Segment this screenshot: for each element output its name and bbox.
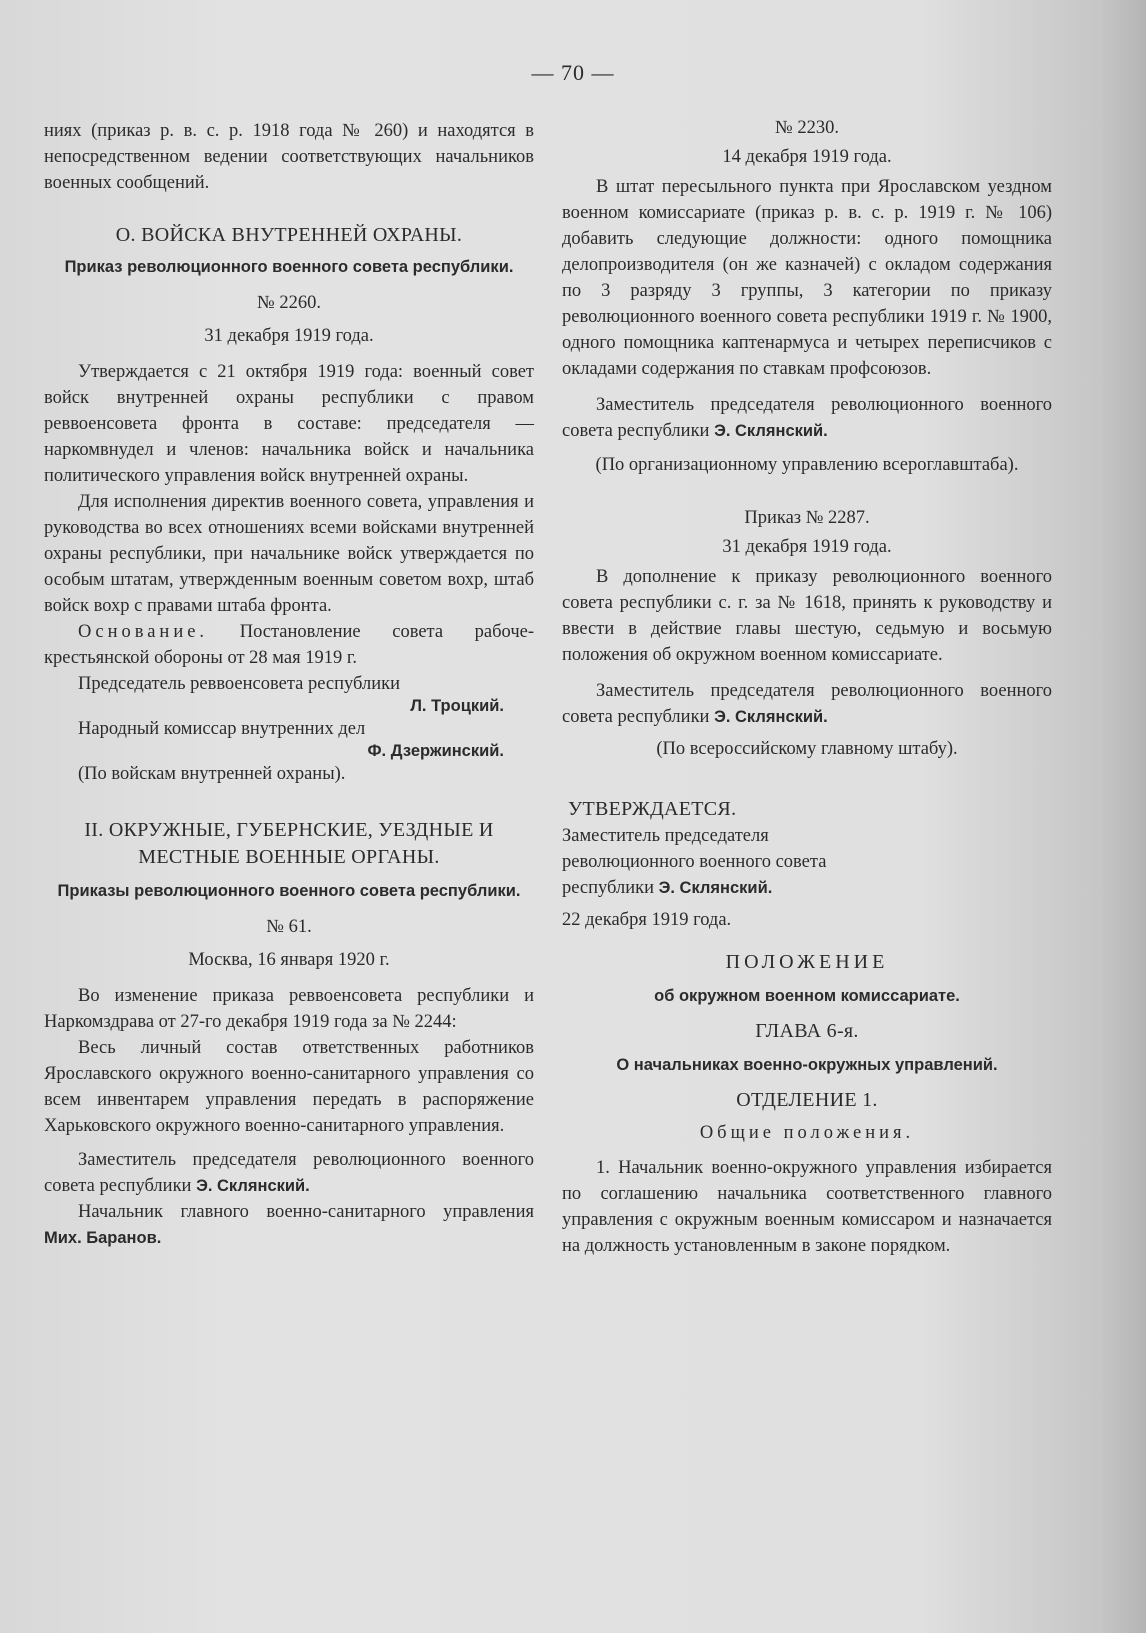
order1-sig2-role: Народный комиссар внутренних дел bbox=[78, 719, 366, 739]
order2-sig1 bbox=[44, 1147, 534, 1199]
order1-basis-label: Основание. bbox=[78, 622, 209, 642]
regulation-subtitle: об окружном военном комиссариате. bbox=[654, 987, 960, 1005]
order3-paragraph-1: В штат пересыльного пункта при Ярославском уездном военном комиссариате (приказ р. в. с. р. 1919 г. № 106) добавить следующие должности: одного помощника делопроизводителя (он же казначей) с окладом содержания по 3 разряду 3 группы, 3 категории по приказу революционного военного совета республики 1919 г. № 1900, одного помощника каптенармуса и четырех переписчиков с окладами содержания по ставкам профсоюзов. bbox=[562, 177, 1052, 379]
order1-paragraph-1: Утверждается с 21 октября 1919 года: военный совет войск внутренней охраны республики с правом реввоенсовета фронта в составе: председателя — наркомвнудел и членов: начальника войск и начальника политического управления войск внутренней охраны. bbox=[44, 362, 534, 486]
order3-sig-role: Заместитель председателя революционного военного совета республики bbox=[562, 395, 1052, 441]
order3-sig bbox=[562, 392, 1052, 444]
regulation-title: ПОЛОЖЕНИЕ bbox=[725, 951, 889, 973]
order1-date: 31 декабря 1919 года. bbox=[204, 326, 374, 346]
order4-paragraph-1: В дополнение к приказу революционного военного совета республики с. г. за № 1618, принять к руководству и ввести в действие главы шестую, седьмую и восьмую положения об окружном военном комиссариате. bbox=[562, 567, 1052, 665]
left-column bbox=[44, 118, 534, 1251]
order2-number: № 61. bbox=[266, 917, 312, 937]
order2-paragraph-1: Во изменение приказа реввоенсовета республики и Наркомздрава от 27-го декабря 1919 года за № 2244: bbox=[44, 986, 534, 1032]
order1-number: № 2260. bbox=[257, 293, 321, 313]
order1-note: (По войскам внутренней охраны). bbox=[78, 764, 346, 784]
section-ii-title: II. ОКРУЖНЫЕ, ГУБЕРНСКИЕ, УЕЗДНЫЕ И МЕСТНЫЕ ВОЕННЫЕ ОРГАНЫ. bbox=[84, 819, 494, 868]
order1-paragraph-2: Для исполнения директив военного совета, управления и руководства во всех отношениях всеми войсками внутренней охраны республики, при начальнике войск утверждается по особым штатам, утвержденным военным советом вохр, штаб войск вохр с правами штаба фронта. bbox=[44, 492, 534, 616]
approved-line-1: Заместитель председателя bbox=[562, 826, 769, 846]
page-number: — 70 — bbox=[531, 60, 615, 85]
order1-basis-text: Постановление совета рабоче-крестьянской обороны от 28 мая 1919 г. bbox=[44, 622, 535, 668]
order2-paragraph-2: Весь личный состав ответственных работников Ярославского окружного военно-санитарного управления со всем инвентарем управления передать в распоряжение Харьковского окружного военно-санитарного управления. bbox=[44, 1038, 534, 1136]
approved-date: 22 декабря 1919 года. bbox=[562, 910, 732, 930]
order4-sig-role: Заместитель председателя революционного военного совета республики bbox=[562, 681, 1052, 727]
order2-sig1-name: Э. Склянский. bbox=[196, 1177, 310, 1195]
order2-date: Москва, 16 января 1920 г. bbox=[188, 950, 390, 970]
approved-name: Э. Склянский. bbox=[658, 879, 773, 897]
approved-line-2: революционного военного совета bbox=[562, 852, 827, 872]
order1-sig1-name: Л. Троцкий. bbox=[410, 697, 504, 715]
order2-heading: Приказы революционного военного совета республики. bbox=[57, 882, 521, 900]
order4-number: Приказ № 2287. bbox=[744, 508, 870, 528]
order1-sig2-name: Ф. Дзержинский. bbox=[367, 742, 504, 760]
division-label: ОТДЕЛЕНИЕ 1. bbox=[736, 1089, 878, 1111]
right-column bbox=[562, 118, 1052, 1259]
division-title: Общие положения. bbox=[699, 1123, 915, 1143]
order2-sig1-role: Заместитель председателя революционного военного совета республики bbox=[44, 1150, 534, 1196]
chapter-label: ГЛАВА 6-я. bbox=[755, 1020, 859, 1042]
section-o-title: О. ВОЙСКА ВНУТРЕННЕЙ ОХРАНЫ. bbox=[115, 224, 463, 246]
order3-number: № 2230. bbox=[775, 118, 839, 138]
order4-sig-name: Э. Склянский. bbox=[714, 708, 828, 726]
order2-sig2 bbox=[44, 1199, 534, 1251]
approved-title: УТВЕРЖДАЕТСЯ. bbox=[568, 798, 737, 820]
order1-heading: Приказ революционного военного совета республики. bbox=[64, 258, 514, 276]
order4-date: 31 декабря 1919 года. bbox=[722, 537, 892, 557]
order3-sig-name: Э. Склянский. bbox=[714, 422, 828, 440]
order1-basis bbox=[44, 619, 534, 671]
approved-signature bbox=[562, 875, 1052, 901]
order4-note: (По всероссийскому главному штабу). bbox=[656, 739, 958, 759]
intro-paragraph: ниях (приказ р. в. с. р. 1918 года № 260) и находятся в непосредственном ведении соответствующих начальников военных сообщений. bbox=[44, 121, 534, 193]
clause-1: 1. Начальник военно-окружного управления избирается по соглашению начальника соответственного главного управления с окружным военным комиссаром и назначается на должность установленным в законе порядком. bbox=[562, 1158, 1052, 1256]
order2-sig2-role: Начальник главного военно-санитарного управления bbox=[78, 1202, 534, 1222]
order3-date: 14 декабря 1919 года. bbox=[722, 147, 892, 167]
order3-note: (По организационному управлению всероглавштаба). bbox=[595, 455, 1019, 475]
chapter-title: О начальниках военно-окружных управлений. bbox=[616, 1056, 998, 1074]
order4-sig bbox=[562, 678, 1052, 730]
order1-sig1-role: Председатель реввоенсовета республики bbox=[78, 674, 400, 694]
order2-sig2-name: Мих. Баранов. bbox=[44, 1229, 162, 1247]
approved-line-3: республики bbox=[562, 878, 655, 898]
